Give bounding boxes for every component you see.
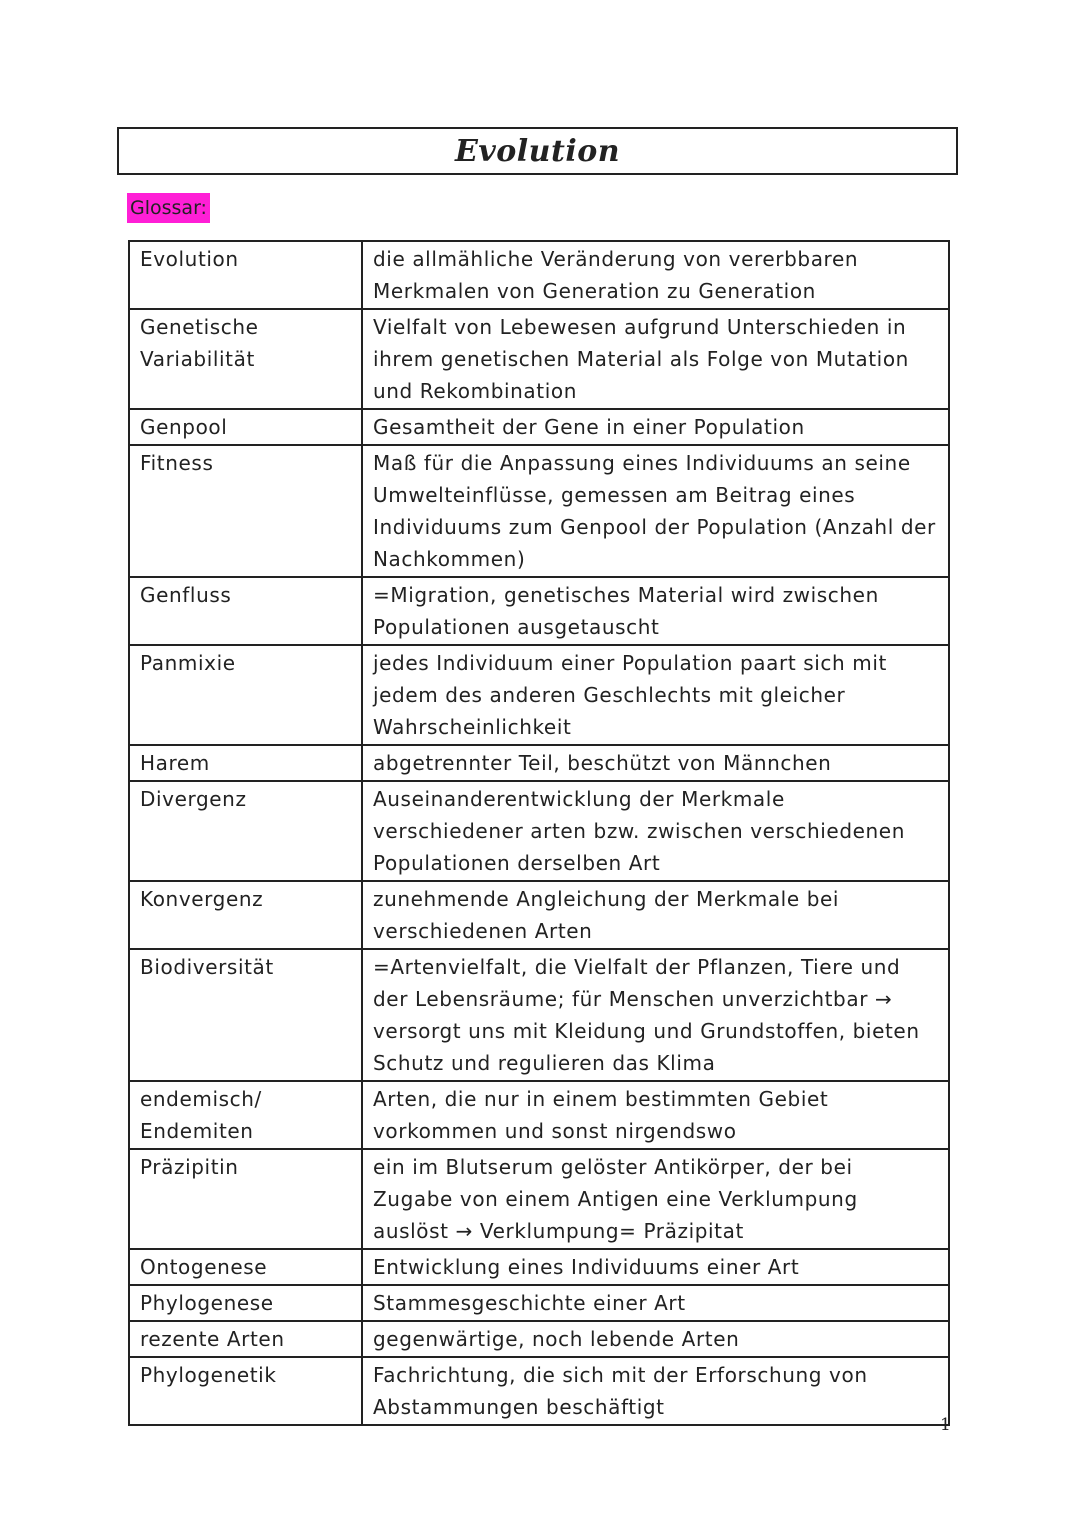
- glossary-definition: =Artenvielfalt, die Vielfalt der Pflanzen, Tiere und der Lebensräume; für Menschen unverzichtbar → versorgt uns mit Kleidung und Grundstoffen, bieten Schutz und regulieren das Klima: [362, 949, 949, 1081]
- glossary-term: Harem: [129, 745, 362, 781]
- page-number: 1: [940, 1415, 951, 1435]
- glossary-definition: Vielfalt von Lebewesen aufgrund Unterschieden in ihrem genetischen Material als Folge von Mutation und Rekombination: [362, 309, 949, 409]
- glossary-table: [128, 240, 950, 1426]
- glossary-row: [129, 1149, 949, 1249]
- glossary-row: [129, 241, 949, 309]
- glossary-row: [129, 781, 949, 881]
- glossary-definition: gegenwärtige, noch lebende Arten: [362, 1321, 949, 1357]
- glossary-term: Panmixie: [129, 645, 362, 745]
- glossary-row: [129, 1285, 949, 1321]
- glossary-row: [129, 881, 949, 949]
- glossary-definition: Auseinanderentwicklung der Merkmale verschiedener arten bzw. zwischen verschiedenen Populationen derselben Art: [362, 781, 949, 881]
- glossary-row: [129, 1081, 949, 1149]
- glossary-definition: Entwicklung eines Individuums einer Art: [362, 1249, 949, 1285]
- glossary-term: Genfluss: [129, 577, 362, 645]
- page-title: Evolution: [454, 133, 621, 169]
- glossary-term: Genetische Variabilität: [129, 309, 362, 409]
- glossary-row: [129, 1249, 949, 1285]
- glossary-row: [129, 1321, 949, 1357]
- glossary-definition: die allmähliche Veränderung von vererbbaren Merkmalen von Generation zu Generation: [362, 241, 949, 309]
- glossary-term: Evolution: [129, 241, 362, 309]
- glossary-definition: abgetrennter Teil, beschützt von Männchen: [362, 745, 949, 781]
- glossary-term: Fitness: [129, 445, 362, 577]
- glossary-term: Genpool: [129, 409, 362, 445]
- glossary-term: Phylogenetik: [129, 1357, 362, 1425]
- glossary-row: [129, 309, 949, 409]
- glossary-term: Divergenz: [129, 781, 362, 881]
- glossary-definition: Stammesgeschichte einer Art: [362, 1285, 949, 1321]
- glossary-term: endemisch/ Endemiten: [129, 1081, 362, 1149]
- glossary-definition: Arten, die nur in einem bestimmten Gebiet vorkommen und sonst nirgendswo: [362, 1081, 949, 1149]
- glossary-definition: Gesamtheit der Gene in einer Population: [362, 409, 949, 445]
- title-box: [117, 127, 958, 175]
- glossary-term: Biodiversität: [129, 949, 362, 1081]
- glossary-row: [129, 409, 949, 445]
- glossary-term: Ontogenese: [129, 1249, 362, 1285]
- glossary-term: Konvergenz: [129, 881, 362, 949]
- glossar-label: Glossar:: [127, 193, 210, 223]
- glossary-row: [129, 577, 949, 645]
- glossary-definition: =Migration, genetisches Material wird zwischen Populationen ausgetauscht: [362, 577, 949, 645]
- glossary-term: rezente Arten: [129, 1321, 362, 1357]
- glossary-row: [129, 645, 949, 745]
- glossary-definition: Fachrichtung, die sich mit der Erforschung von Abstammungen beschäftigt: [362, 1357, 949, 1425]
- glossary-definition: Maß für die Anpassung eines Individuums an seine Umwelteinflüsse, gemessen am Beitrag eines Individuums zum Genpool der Population (Anzahl der Nachkommen): [362, 445, 949, 577]
- glossary-row: [129, 445, 949, 577]
- glossary-term: Präzipitin: [129, 1149, 362, 1249]
- glossary-term: Phylogenese: [129, 1285, 362, 1321]
- glossary-definition: zunehmende Angleichung der Merkmale bei verschiedenen Arten: [362, 881, 949, 949]
- glossary-row: [129, 949, 949, 1081]
- glossary-row: [129, 745, 949, 781]
- glossary-row: [129, 1357, 949, 1425]
- glossary-definition: jedes Individuum einer Population paart sich mit jedem des anderen Geschlechts mit gleicher Wahrscheinlichkeit: [362, 645, 949, 745]
- glossary-definition: ein im Blutserum gelöster Antikörper, der bei Zugabe von einem Antigen eine Verklumpung auslöst → Verklumpung= Präzipitat: [362, 1149, 949, 1249]
- glossary-table-body: [129, 241, 949, 1425]
